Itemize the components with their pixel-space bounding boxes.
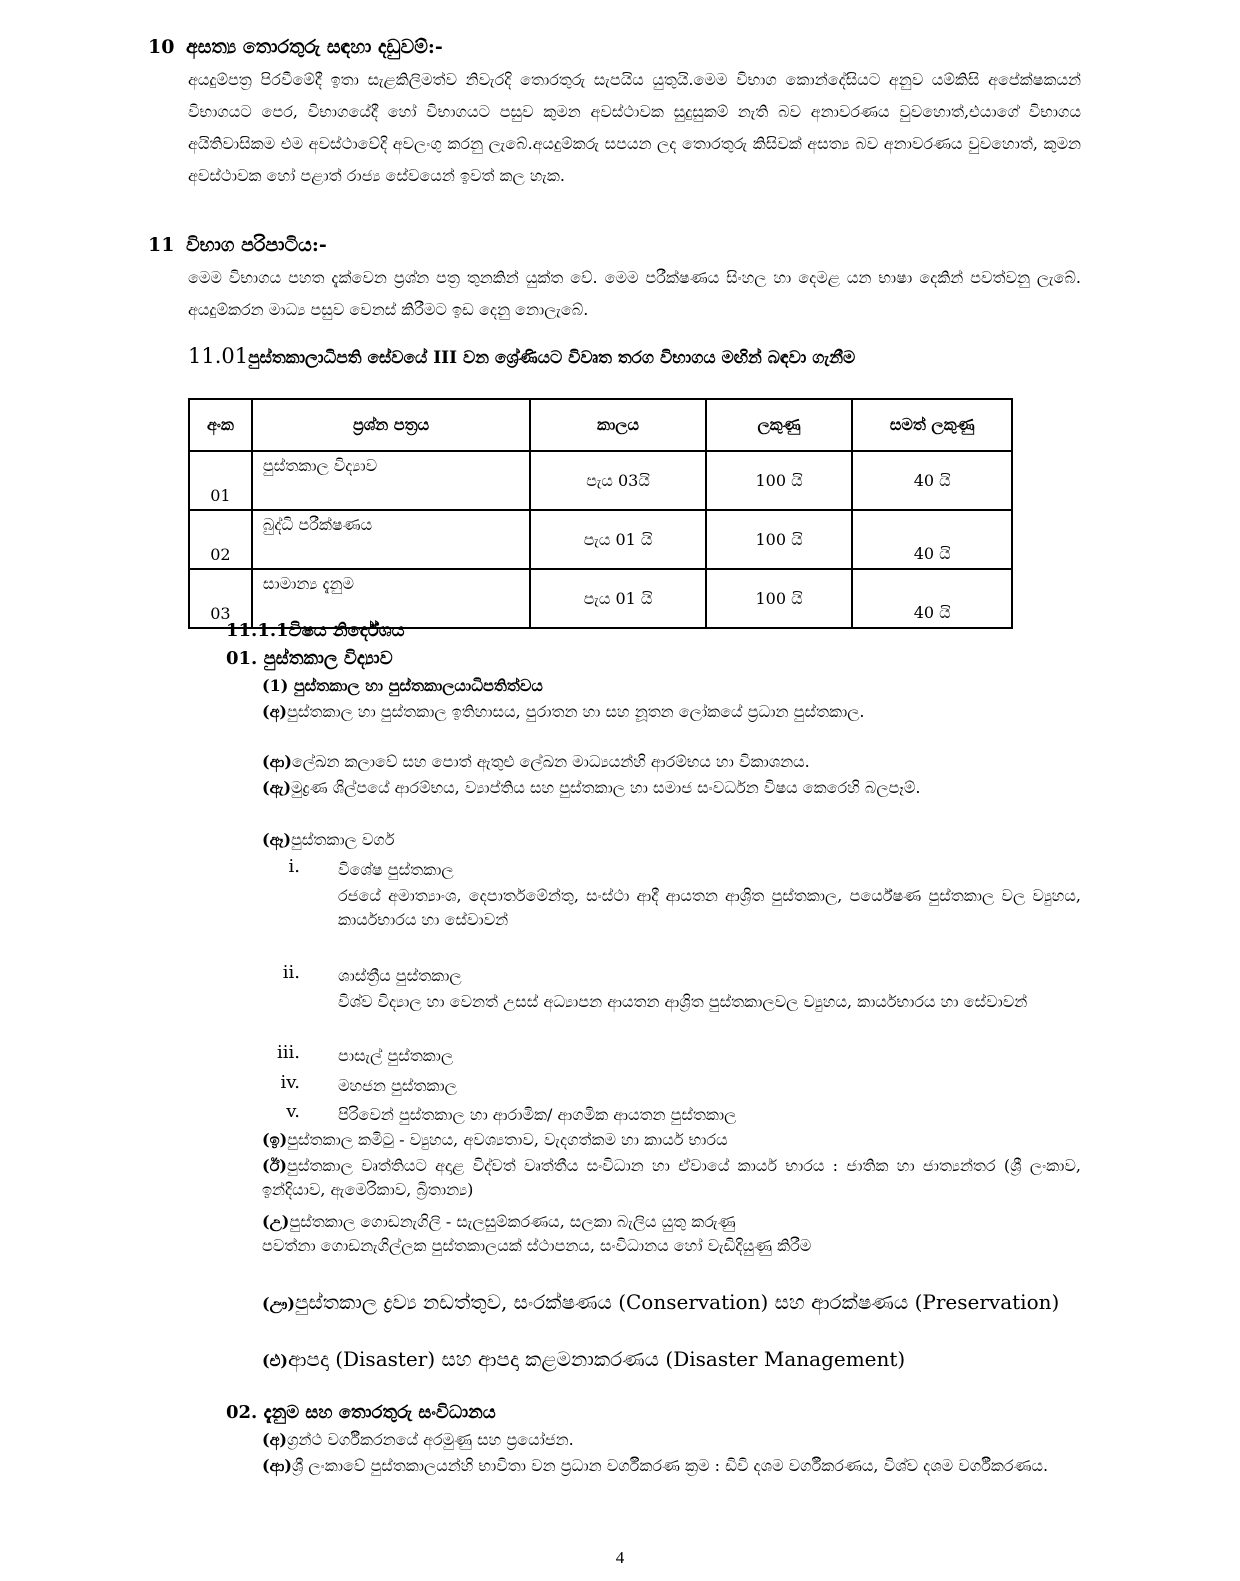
list-item bbox=[262, 1128, 1081, 1152]
cell-pass: 40 යි bbox=[852, 569, 1012, 628]
part-1-subtitle: (1) පුස්තකාල හා පුස්තකාලයාධිපතිත්වය bbox=[262, 676, 543, 695]
part-2-heading bbox=[226, 1402, 496, 1423]
column-header-number: අංක bbox=[189, 399, 252, 451]
section-number: 11 bbox=[148, 234, 175, 256]
cell-paper: බුද්ධි පරීක්ෂණය bbox=[252, 510, 530, 569]
item-text: පුස්තකාල වර්ග bbox=[291, 830, 395, 849]
list-item bbox=[262, 828, 1081, 852]
table-row bbox=[189, 510, 1012, 569]
part-number: 01. bbox=[226, 648, 258, 669]
type-numeral: iv. bbox=[280, 1072, 300, 1093]
item-label: (ඈ) bbox=[262, 830, 292, 849]
type-numeral: i. bbox=[288, 856, 300, 877]
part-title: දැනුම සහ තොරතුරු සංවිධානය bbox=[263, 1402, 496, 1423]
cell-marks: 100 යි bbox=[706, 510, 853, 569]
table-row bbox=[189, 451, 1012, 510]
item-text: පුස්තකාල වෘත්තියට අදාළ විද්වත් වෘත්තීය සංවිධාන හා ඒවායේ කාර්ය භාරය : ජාතික හා ජාත්‍යන්තර (ශ්‍රී ලංකාව, ඉන්දියාව, ඇමෙරිකාව, බ්‍රිතාන්‍ය) bbox=[262, 1156, 1081, 1199]
cell-marks: 100 යි bbox=[706, 569, 853, 628]
subsection-number: 11.01 bbox=[188, 344, 249, 368]
type-title: මහජන පුස්තකාල bbox=[338, 1076, 457, 1095]
table-header-row bbox=[189, 399, 1012, 451]
cell-number: 01 bbox=[189, 451, 252, 510]
list-item bbox=[262, 700, 1081, 724]
cell-pass: 40 යි bbox=[852, 510, 1012, 569]
column-header-time: කාලය bbox=[530, 399, 706, 451]
item-label: (ආ) bbox=[262, 1456, 292, 1475]
section-number: 10 bbox=[148, 36, 175, 58]
column-header-pass-marks: සමත් ලකුණු bbox=[852, 399, 1012, 451]
column-header-paper: ප්‍රශ්න පත්‍රය bbox=[252, 399, 530, 451]
cell-number: 02 bbox=[189, 510, 252, 569]
part-title: පුස්තකාල විද්‍යාව bbox=[263, 648, 393, 669]
cell-time: පැය 01 යි bbox=[530, 569, 706, 628]
item-label: (ඇ) bbox=[262, 778, 292, 797]
cell-paper: පුස්තකාල විද්‍යාව bbox=[252, 451, 530, 510]
item-text: පුස්තකාල ගොඩනැගිලි - සැලසුම්කරණය, සලකා බැලිය යුතු කරුණු bbox=[289, 1212, 736, 1231]
item-label: (එ) bbox=[262, 1351, 288, 1370]
item-text: ශ්‍රී ලංකාවේ පුස්තකාලයන්හි භාවිතා වන ප්‍රධාන වර්ගීකරණ ක්‍රම : ඩිවි දශම වර්ගීකරණය, විශ්ව දශම වර්ගීකරණය. bbox=[291, 1456, 1049, 1475]
item-text: ආපදා (Disaster) සහ ආපදා කළමනාකරණය (Disaster Management) bbox=[287, 1347, 906, 1371]
type-title: ශාස්ත්‍රීය පුස්තකාල bbox=[338, 966, 462, 985]
type-numeral: v. bbox=[286, 1101, 300, 1122]
type-numeral: ii. bbox=[282, 962, 300, 983]
list-item bbox=[262, 1428, 1081, 1452]
cell-marks: 100 යි bbox=[706, 451, 853, 510]
list-item bbox=[262, 1454, 1081, 1478]
cell-time: පැය 01 යි bbox=[530, 510, 706, 569]
type-detail: විශ්ව විද්‍යාල හා වෙනත් උසස් අධ්‍යාපන ආයතන ආශ්‍රිත පුස්තකාලවල ව්‍යුහය, කාර්යභාරය හා සේවාවන් bbox=[338, 992, 1028, 1011]
section-title: අසත්‍ය තොරතුරු සඳහා දඩුවම්:- bbox=[186, 36, 443, 58]
type-detail: රජයේ අමාත්‍යාංශ, දෙපාර්තමේන්තු, සංස්ථා ආදී ආයතන ආශ්‍රිත පුස්තකාල, පර්යේෂණ පුස්තකාල වල ව්‍යුහය, කාර්යභාරය හා සේවාවන් bbox=[338, 886, 1081, 929]
item-label: (ඉ) bbox=[262, 1130, 288, 1149]
list-item bbox=[262, 1345, 1081, 1375]
cell-paper: සාමාන්‍ය දැනුම bbox=[252, 569, 530, 628]
section-title: විභාග පරිපාටිය:- bbox=[186, 234, 327, 256]
list-item bbox=[262, 1154, 1081, 1202]
item-text: ලේඛන කලාවේ සහ පොත් ඇතුළු ලේඛන මාධ්‍යයන්හි ආරම්භය හා විකාශනය. bbox=[291, 752, 810, 771]
column-header-marks: ලකුණු bbox=[706, 399, 853, 451]
list-item bbox=[262, 750, 1081, 774]
item-label: (උ) bbox=[262, 1212, 290, 1231]
cell-time: පැය 03යි bbox=[530, 451, 706, 510]
item-text: පුස්තකාල ද්‍රව්‍ය නඩත්තුව, සංරක්ෂණය (Conservation) සහ ආරක්ෂණය (Preservation) bbox=[294, 1290, 1060, 1314]
section-10-heading bbox=[148, 36, 443, 58]
section-11-body: මෙම විභාගය පහත දැක්වෙන ප්‍රශ්න පත්‍ර තුනකින් යුක්ත වේ. මෙම පරීක්ෂණය සිංහල හා දෙමළ යන භාෂා දෙකින් පවත්වනු ලැබේ. අයදුම්කරන මාධ්‍ය පසුව වෙනස් කිරීමට ඉඩ දෙනු නොලැබේ. bbox=[188, 268, 1081, 319]
type-title: පාසැල් පුස්තකාල bbox=[338, 1046, 454, 1065]
item-text: මුද්‍රණ ශිල්පයේ ආරම්භය, ව්‍යාප්තිය සහ පුස්තකාල හා සමාජ සංවර්ධන විෂය කෙරෙහි බලපෑම්. bbox=[291, 778, 921, 797]
item-text: පුස්තකාල හා පුස්තකාල ඉතිහාසය, පුරාතන හා සහ නූතන ලෝකයේ ප්‍රධාන පුස්තකාල. bbox=[287, 702, 865, 721]
section-11-heading bbox=[148, 234, 327, 256]
page-number: 4 bbox=[615, 1548, 625, 1567]
cell-pass: 40 යි bbox=[852, 451, 1012, 510]
section-10-body: අයදුම්පත්‍ර පිරවීමේදී ඉතා සැළකිලිමත්ව නිවැරදි තොරතුරු සැපයිය යුතුයි.මෙම විභාග කොන්දේසියට අනුව යම්කිසි අපේක්ෂකයන් විභාගයට පෙර, විභාගයේදී හෝ විභාගයට පසුව කුමන අවස්ථාවක සුදුසුකම් නැති බව අනාවරණය වුවහොත්,එයාගේ විභාගය අයිතිවාසිකම එම අවස්ථාවේදි අවලංගු කරනු ලැබේ.අයදුම්කරු සපයන ලද තොරතුරු කිසිවක් අසත්‍ය බව අනාවරණය වුවහොත්, කුමන අවස්ථාවක හෝ පළාත් රාජ්‍ය සේවයෙන් ඉවත් කල හැක. bbox=[188, 70, 1081, 185]
syllabus-heading: 11.1.1විෂය නිර්දේශය bbox=[226, 620, 405, 641]
type-title: පිරිවෙන් පුස්තකාල හා ආරාමික/ ආගමික ආයතන පුස්තකාල bbox=[338, 1105, 737, 1124]
list-item bbox=[262, 1288, 1081, 1318]
exam-papers-table bbox=[188, 398, 1013, 629]
list-item bbox=[262, 1210, 1081, 1234]
item-label: (ඊ) bbox=[262, 1156, 287, 1175]
type-numeral: iii. bbox=[277, 1042, 300, 1063]
item-label: (ඌ) bbox=[262, 1294, 295, 1313]
list-item bbox=[262, 776, 1081, 800]
subsection-heading bbox=[188, 344, 855, 368]
cell-number: 03 bbox=[189, 569, 252, 628]
item-label: (ආ) bbox=[262, 752, 292, 771]
subsection-title: පුස්තකාලාධිපති සේවයේ III වන ශ්‍රේණියට විවෘත තරග විභාගය මඟින් බඳවා ගැනීම bbox=[248, 348, 856, 368]
item-label: (අ) bbox=[262, 1430, 287, 1449]
item-label: (අ) bbox=[262, 702, 287, 721]
item-text: පුස්තකාල කමිටු - ව්‍යුහය, අවශ්‍යතාව, වැදගත්කම හා කාර්ය භාරය bbox=[287, 1130, 728, 1149]
type-title: විශේෂ පුස්තකාල bbox=[338, 860, 454, 879]
part-number: 02. bbox=[226, 1402, 258, 1423]
part-1-heading bbox=[226, 648, 393, 669]
item-text: ග්‍රන්ථ වර්ගීකරනයේ අරමුණු සහ ප්‍රයෝජන. bbox=[287, 1430, 574, 1449]
list-item-continuation: පවත්නා ගොඩනැගිල්ලක පුස්තකාලයක් ස්ථාපනය, සංවිධානය හෝ වැඩිදියුණු කිරීම bbox=[262, 1236, 812, 1255]
